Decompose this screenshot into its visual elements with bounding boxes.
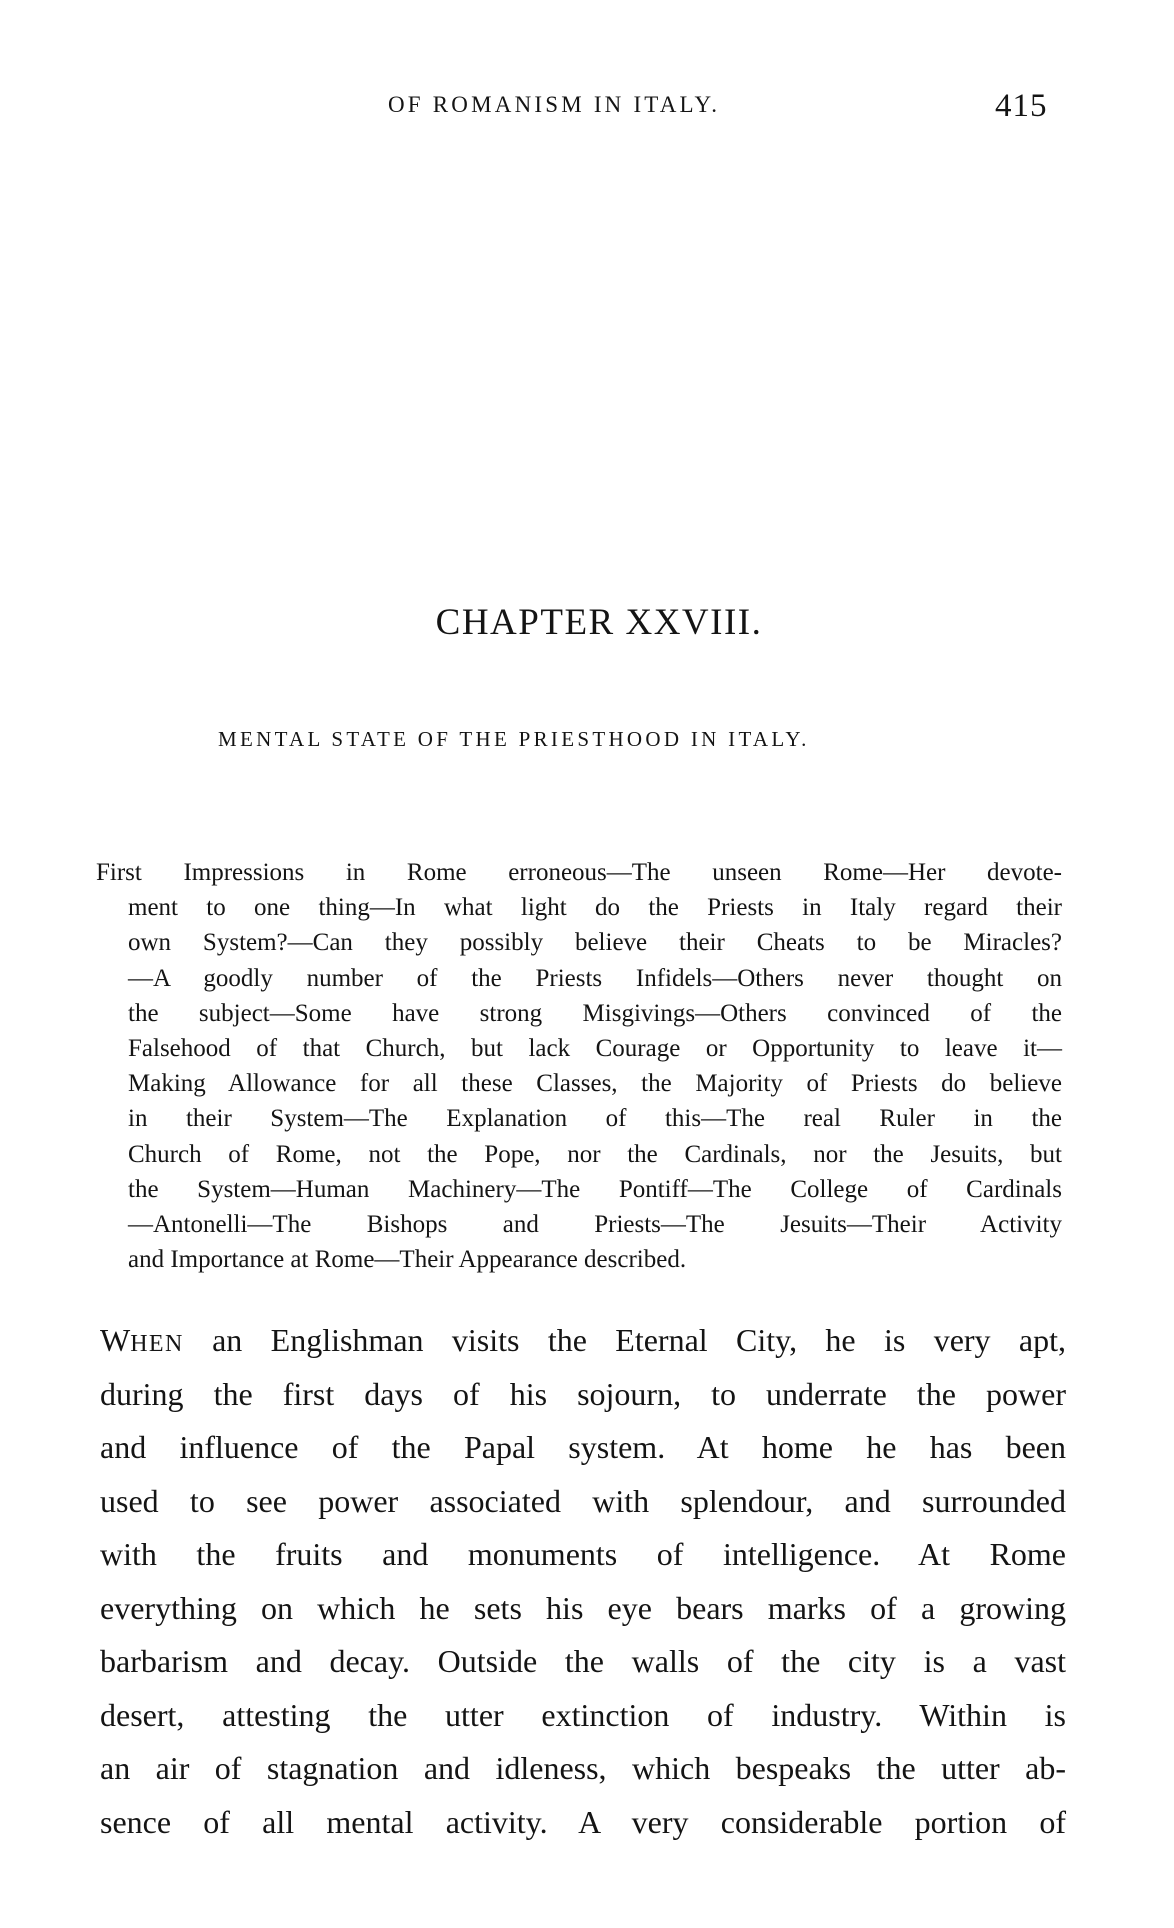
page-number: 415 xyxy=(995,88,1048,124)
synopsis-line: the subject—Some have strong Misgivings—Others convinced of the xyxy=(128,999,1062,1027)
body-line: an air of stagnation and idleness, which bespeaks the utter ab- xyxy=(100,1750,1066,1786)
chapter-title: CHAPTER XXVIII. xyxy=(435,602,763,643)
first-line-text: an Englishman visits the Eternal City, he is very apt, xyxy=(183,1322,1066,1358)
drop-initial: W xyxy=(100,1322,131,1358)
body-line: everything on which he sets his eye bears marks of a growing xyxy=(100,1589,1066,1626)
synopsis-line: in their System—The Explanation of this—The real Ruler in the xyxy=(128,1105,1062,1133)
chapter-subtitle: MENTAL STATE OF THE PRIESTHOOD IN ITALY. xyxy=(218,727,810,751)
synopsis-line: —Antonelli—The Bishops and Priests—The Jesuits—Their Activity xyxy=(128,1210,1062,1238)
body-paragraph xyxy=(100,1314,1066,1849)
body-line: with the fruits and monuments of intelligence. At Rome xyxy=(100,1536,1066,1572)
body-line: sence of all mental activity. A very considerable portion of xyxy=(100,1803,1066,1840)
small-caps-word: HEN xyxy=(130,1331,184,1357)
body-line: during the first days of his sojourn, to underrate the power xyxy=(100,1375,1066,1412)
synopsis-line: Making Allowance for all these Classes, the Majority of Priests do believe xyxy=(128,1070,1062,1098)
running-head-title: OF ROMANISM IN ITALY. xyxy=(388,92,721,117)
synopsis-line: Falsehood of that Church, but lack Courage or Opportunity to leave it— xyxy=(128,1034,1062,1062)
synopsis-line: the System—Human Machinery—The Pontiff—The College of Cardinals xyxy=(128,1175,1062,1203)
body-line: desert, attesting the utter extinction of industry. Within is xyxy=(100,1696,1066,1733)
body-line-first xyxy=(100,1314,1066,1368)
synopsis-line: —A goodly number of the Priests Infidels—Others never thought on xyxy=(128,964,1062,992)
synopsis-line: Church of Rome, not the Pope, nor the Cardinals, nor the Jesuits, but xyxy=(128,1140,1062,1168)
chapter-synopsis xyxy=(96,855,1062,1277)
synopsis-line: and Importance at Rome—Their Appearance described. xyxy=(128,1246,687,1274)
body-line: and influence of the Papal system. At home he has been xyxy=(100,1429,1066,1465)
synopsis-line: First Impressions in Rome erroneous—The unseen Rome—Her devote- xyxy=(96,859,1062,886)
synopsis-line: own System?—Can they possibly believe their Cheats to be Miracles? xyxy=(128,929,1062,957)
body-line: used to see power associated with splendour, and surrounded xyxy=(100,1482,1066,1519)
body-line: barbarism and decay. Outside the walls of the city is a vast xyxy=(100,1643,1066,1679)
synopsis-line: ment to one thing—In what light do the Priests in Italy regard their xyxy=(128,894,1062,922)
